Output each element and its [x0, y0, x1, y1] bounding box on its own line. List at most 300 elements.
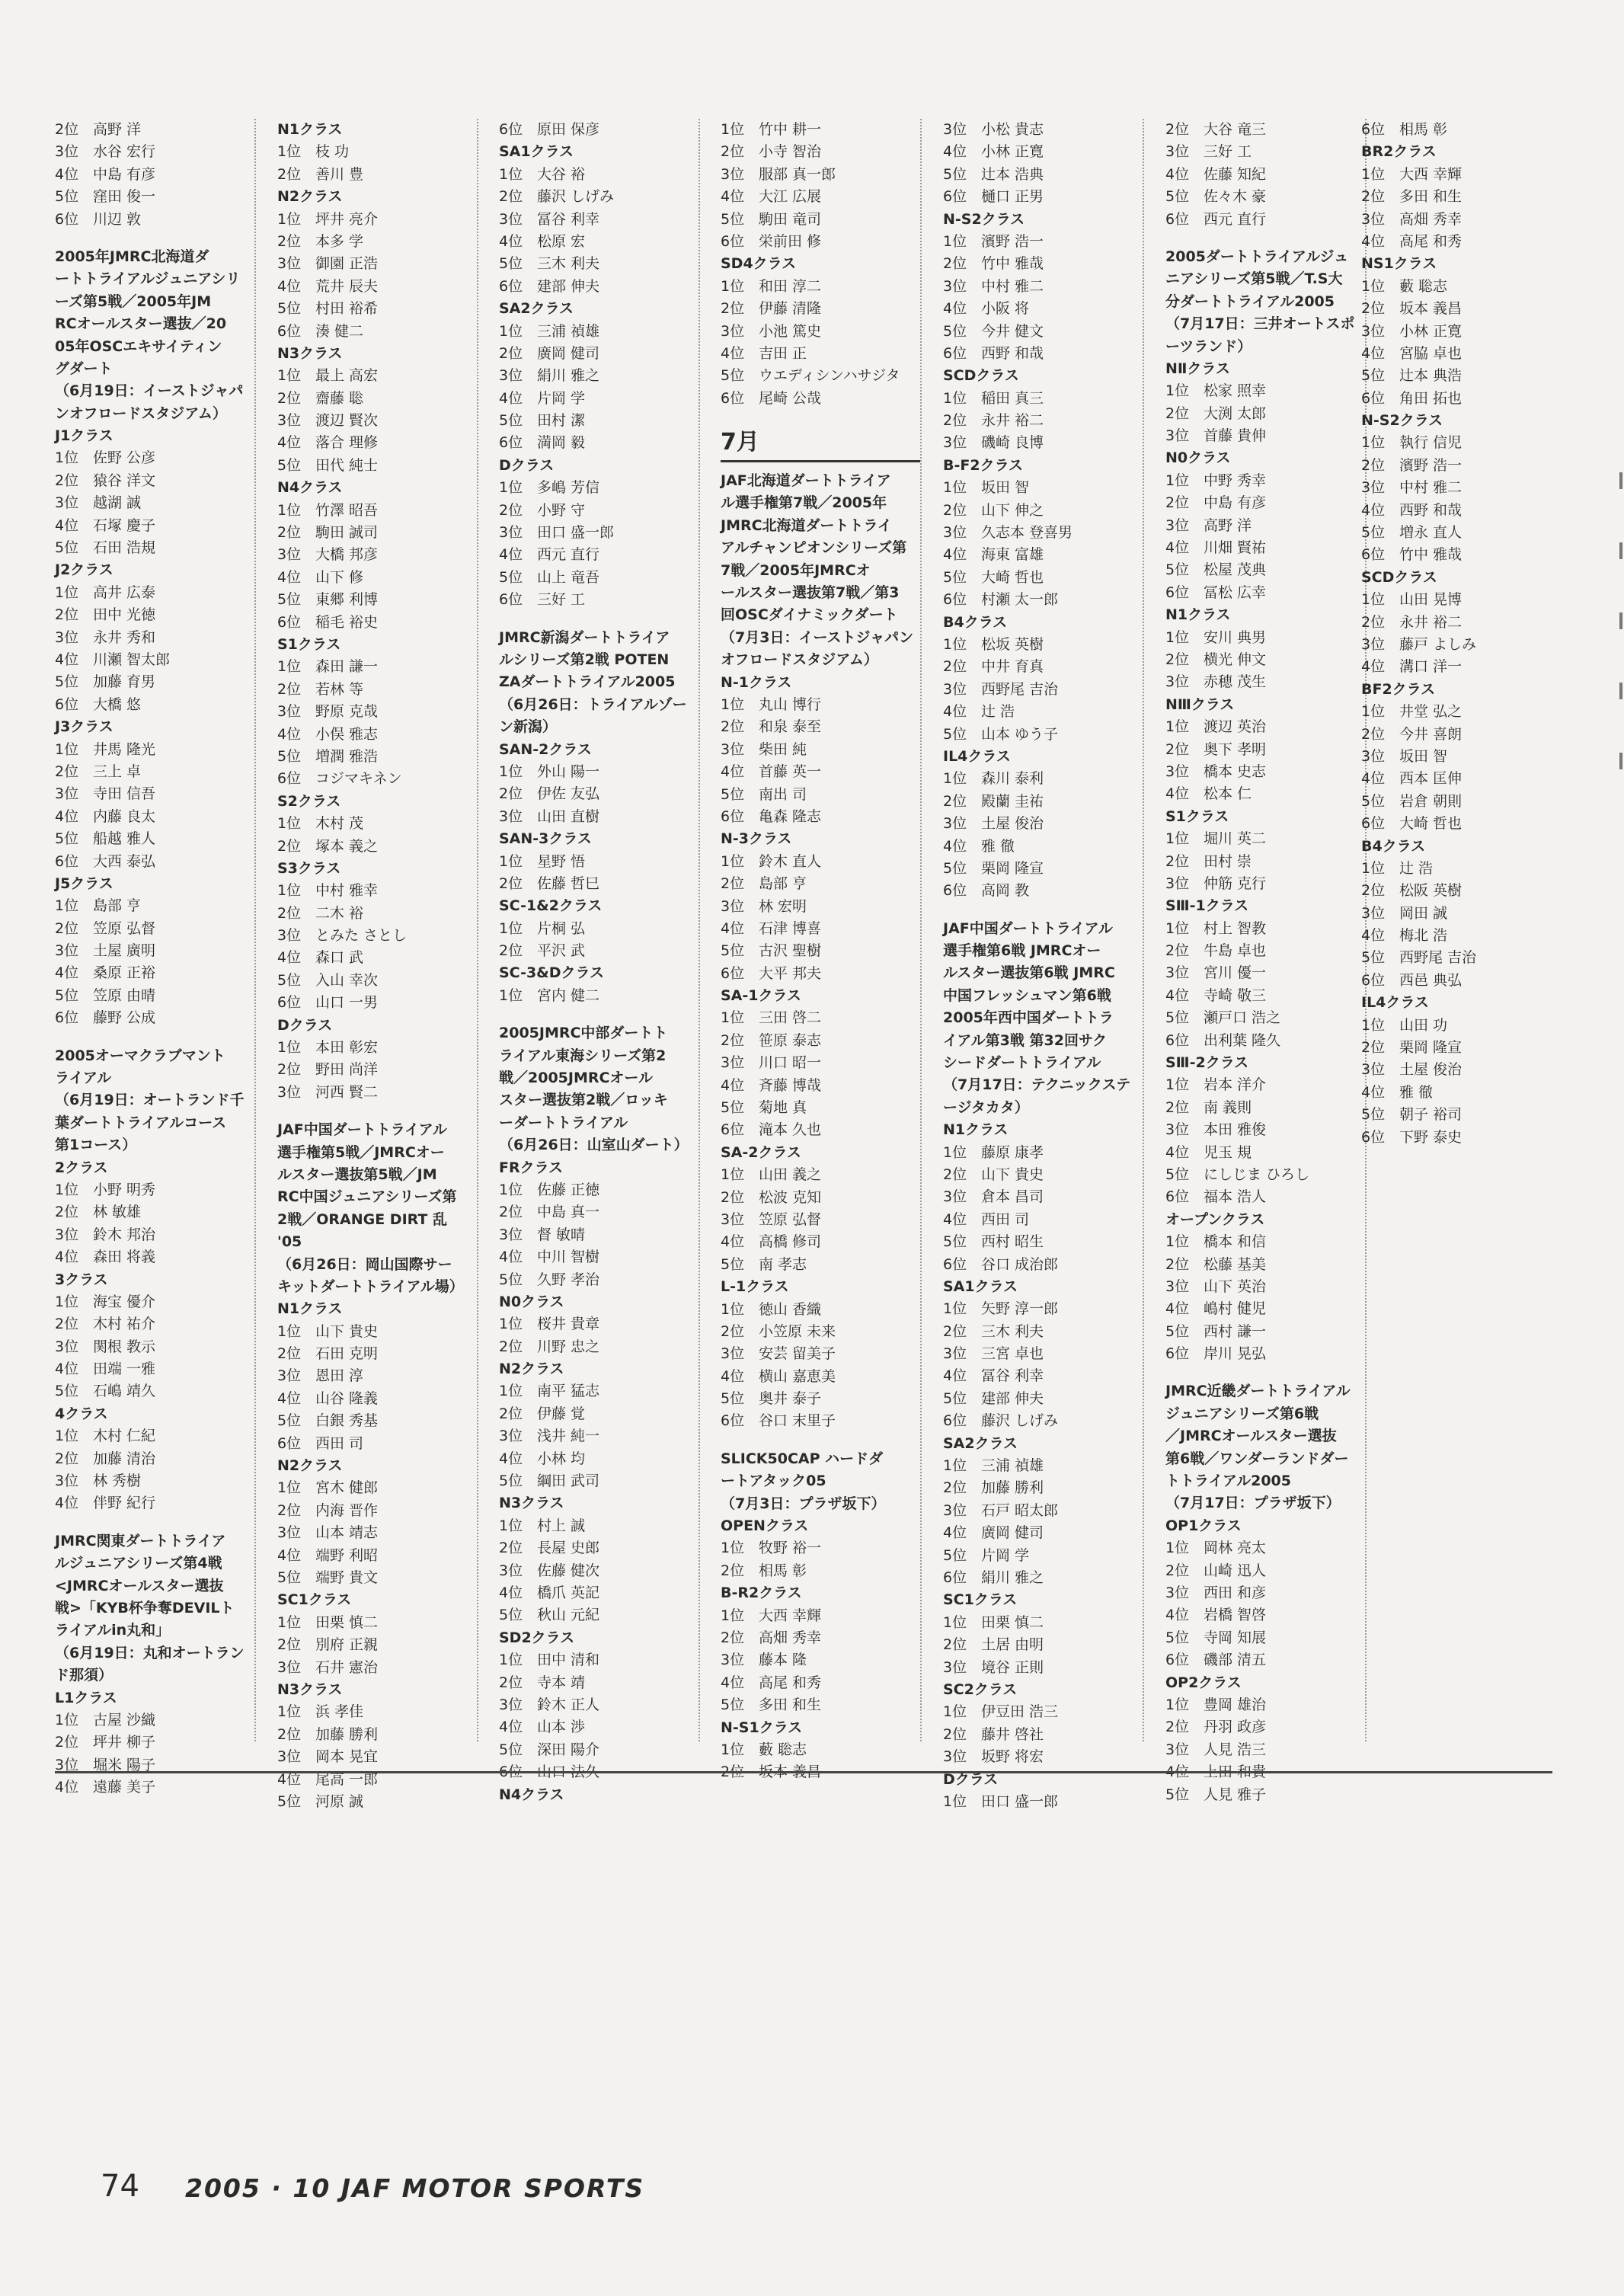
driver-name: 大崎 哲也	[981, 568, 1044, 586]
result-row	[277, 746, 477, 768]
result-position: 2位	[277, 165, 302, 183]
driver-name: 川辺 敦	[93, 210, 142, 228]
class-heading: SD4クラス	[721, 255, 797, 273]
driver-name: 鈴木 邦治	[93, 1226, 156, 1243]
driver-name: 鈴木 直人	[759, 852, 822, 870]
result-position: 6位	[721, 1121, 745, 1139]
result-row	[721, 1097, 920, 1119]
event-title-line: ン新潟）	[499, 718, 558, 736]
driver-name: 三田 啓二	[759, 1009, 822, 1027]
month-heading: 7月	[721, 425, 920, 462]
result-position: 2位	[55, 472, 79, 489]
driver-name: 相馬 彰	[1399, 121, 1448, 138]
class-heading: N1クラス	[1165, 606, 1231, 624]
driver-name: 山口 一男	[315, 994, 379, 1012]
driver-name: 石嶋 靖久	[93, 1383, 156, 1400]
result-row	[1165, 649, 1365, 671]
driver-name: 吉田 正	[759, 344, 807, 362]
result-row	[1361, 365, 1561, 387]
result-position: 3位	[721, 1210, 745, 1228]
result-position: 6位	[721, 389, 745, 407]
result-row	[943, 1791, 1143, 1813]
result-row	[1165, 716, 1365, 738]
result-position: 2位	[1165, 1255, 1190, 1273]
result-row	[943, 1455, 1143, 1477]
result-position: 2位	[277, 232, 302, 250]
result-position: 1位	[277, 210, 302, 228]
result-position: 2位	[499, 942, 523, 960]
driver-name: 寺岡 知展	[1204, 1629, 1267, 1646]
result-position: 1位	[499, 1652, 523, 1669]
result-row	[277, 1634, 477, 1656]
result-row	[277, 1477, 477, 1499]
class-heading: N4クラス	[499, 1786, 564, 1803]
result-row	[943, 1612, 1143, 1634]
result-position: 3位	[277, 1083, 302, 1101]
result-row	[499, 1224, 699, 1246]
driver-name: 赤穂 茂生	[1204, 673, 1267, 691]
result-position: 3位	[1165, 875, 1190, 892]
result-row	[277, 1657, 477, 1679]
event-title-line: （6月19日：イーストジャパ	[55, 382, 244, 400]
result-row	[943, 119, 1143, 141]
result-position: 3位	[1165, 1741, 1190, 1758]
result-row	[943, 1164, 1143, 1186]
result-position: 4位	[499, 389, 523, 407]
result-row	[721, 1649, 920, 1671]
result-position: 1位	[1165, 1540, 1190, 1557]
class-heading: N-S2クラス	[943, 210, 1025, 228]
class-heading: OP1クラス	[1165, 1517, 1242, 1534]
result-position: 3位	[55, 494, 79, 512]
result-row	[277, 1701, 477, 1723]
result-position: 5位	[277, 1569, 302, 1586]
class-heading: NⅢクラス	[1165, 696, 1235, 713]
class-heading: SC2クラス	[943, 1680, 1018, 1698]
result-position: 6位	[1361, 121, 1386, 138]
driver-name: 森田 将義	[93, 1249, 156, 1266]
class-heading: N2クラス	[499, 1361, 564, 1378]
result-row	[1165, 582, 1365, 604]
result-position: 2位	[943, 412, 967, 430]
result-row	[943, 1365, 1143, 1387]
driver-name: 雅 徹	[981, 837, 1015, 855]
result-position: 6位	[499, 1764, 523, 1781]
driver-name: 高岡 教	[981, 882, 1030, 900]
driver-name: 柴田 純	[759, 740, 807, 758]
driver-name: 豊岡 雄治	[1204, 1696, 1267, 1713]
driver-name: 山谷 隆義	[315, 1389, 379, 1407]
driver-name: 大崎 哲也	[1399, 815, 1463, 833]
result-position: 5位	[943, 1233, 967, 1251]
result-position: 5位	[1165, 561, 1190, 579]
driver-name: 村瀬 太一郎	[981, 591, 1059, 609]
result-position: 1位	[55, 1428, 79, 1445]
driver-name: 中島 有彦	[1204, 494, 1267, 512]
driver-name: 佐々木 豪	[1204, 188, 1267, 206]
driver-name: 伊藤 覚	[537, 1405, 586, 1422]
result-position: 3位	[1361, 210, 1386, 228]
result-position: 1位	[721, 1540, 745, 1557]
driver-name: 上田 和貴	[1204, 1764, 1267, 1781]
result-row	[1361, 298, 1561, 320]
result-position: 2位	[943, 792, 967, 810]
result-position: 3位	[499, 1696, 523, 1713]
result-position: 5位	[55, 1383, 79, 1400]
result-row	[55, 1224, 254, 1246]
driver-name: 三浦 禎雄	[537, 322, 600, 340]
driver-name: 伊豆田 浩三	[981, 1703, 1059, 1721]
result-position: 3位	[1165, 673, 1190, 691]
result-position: 1位	[721, 696, 745, 713]
result-position: 4位	[943, 1524, 967, 1542]
result-row	[721, 119, 920, 141]
driver-name: 渡辺 賢次	[315, 412, 379, 430]
driver-name: 駒田 誠司	[315, 524, 379, 542]
result-position: 4位	[1165, 165, 1190, 183]
event-title-line: グダート	[55, 360, 113, 377]
result-row	[1165, 470, 1365, 492]
result-position: 1位	[1165, 472, 1190, 489]
driver-name: 永井 秀和	[93, 628, 156, 646]
driver-name: 瀬戸口 浩之	[1204, 1009, 1281, 1027]
result-row	[55, 627, 254, 649]
result-position: 3位	[277, 412, 302, 430]
result-position: 4位	[1165, 1764, 1190, 1781]
result-position: 1位	[943, 479, 967, 497]
event-title-line: ド那須）	[55, 1667, 113, 1684]
driver-name: 海東 富雄	[981, 546, 1044, 564]
result-row	[943, 1746, 1143, 1768]
result-position: 1位	[499, 479, 523, 497]
event-title-line: トトライアル2005	[1165, 1473, 1291, 1490]
driver-name: 相馬 彰	[759, 1562, 807, 1579]
driver-name: 水谷 宏行	[93, 143, 156, 161]
driver-name: 多嶋 芳信	[537, 479, 600, 497]
result-position: 1位	[499, 1383, 523, 1400]
result-row	[499, 164, 699, 186]
driver-name: 山上 竜吾	[537, 568, 600, 586]
event-title-line: JAF中国ダートトライアル	[277, 1121, 447, 1139]
result-row	[721, 1231, 920, 1253]
result-position: 1位	[277, 658, 302, 676]
event-title-line: イアル第3戦 第32回サク	[943, 1031, 1108, 1049]
driver-name: 大谷 裕	[537, 165, 586, 183]
result-row	[943, 186, 1143, 208]
result-position: 1位	[55, 897, 79, 915]
result-row	[721, 940, 920, 962]
driver-name: 岩橋 智啓	[1204, 1607, 1267, 1624]
result-position: 4位	[721, 344, 745, 362]
result-position: 4位	[721, 1674, 745, 1691]
driver-name: 濱野 浩一	[1399, 456, 1463, 474]
result-position: 3位	[943, 121, 967, 138]
driver-name: 藤沢 しげみ	[537, 188, 615, 206]
result-row	[277, 1037, 477, 1059]
result-position: 5位	[1165, 188, 1190, 206]
result-position: 1位	[55, 449, 79, 467]
result-position: 1位	[943, 1703, 967, 1721]
driver-name: 村上 智教	[1204, 919, 1267, 937]
driver-name: 本田 雅俊	[1204, 1121, 1267, 1139]
result-position: 5位	[277, 747, 302, 765]
result-position: 5位	[277, 456, 302, 474]
result-row	[943, 343, 1143, 365]
driver-name: 田代 純士	[315, 456, 379, 474]
driver-name: 坂田 智	[981, 479, 1030, 497]
result-position: 6位	[721, 1412, 745, 1430]
class-heading: OPENクラス	[721, 1517, 809, 1535]
driver-name: 亀森 隆志	[759, 807, 822, 825]
result-row	[721, 963, 920, 985]
result-position: 2位	[943, 1166, 967, 1183]
event-title-line: JMRC関東ダートトライア	[55, 1532, 226, 1549]
driver-name: 高橋 修司	[759, 1233, 822, 1251]
result-row	[721, 276, 920, 298]
result-row	[499, 589, 699, 611]
result-row	[1361, 1104, 1561, 1126]
result-row	[277, 836, 477, 858]
result-position: 2位	[1361, 882, 1386, 900]
driver-name: 岡田 誠	[1399, 904, 1448, 922]
driver-name: 別府 正親	[315, 1636, 379, 1654]
result-row	[55, 895, 254, 917]
result-position: 4位	[499, 1450, 523, 1467]
driver-name: 藤原 康孝	[981, 1143, 1044, 1161]
driver-name: 藪 聡志	[1399, 277, 1448, 295]
result-row	[55, 962, 254, 984]
result-position: 3位	[1165, 763, 1190, 780]
result-position: 3位	[943, 277, 967, 295]
driver-name: 山崎 迅人	[1204, 1562, 1267, 1579]
result-position: 3位	[721, 1054, 745, 1072]
result-position: 5位	[1361, 949, 1386, 967]
result-row	[943, 1298, 1143, 1320]
class-heading: N2クラス	[277, 188, 343, 206]
result-row	[1361, 477, 1561, 499]
event-title-line: ジュニアシリーズ第6戦	[1165, 1405, 1319, 1422]
driver-name: 石井 憲治	[315, 1658, 379, 1676]
result-row	[943, 1500, 1143, 1522]
result-row	[499, 567, 699, 589]
result-row	[721, 388, 920, 410]
driver-name: 雅 徹	[1399, 1083, 1434, 1101]
driver-name: 山下 貴史	[315, 1322, 379, 1340]
driver-name: 木村 茂	[315, 815, 364, 833]
result-row	[1165, 492, 1365, 514]
driver-name: 鈴木 正人	[537, 1696, 600, 1713]
result-row	[277, 656, 477, 678]
driver-name: 南出 司	[759, 785, 807, 803]
result-row	[943, 634, 1143, 656]
driver-name: 塚本 義之	[315, 837, 379, 855]
result-position: 3位	[721, 165, 745, 183]
result-position: 3位	[1361, 747, 1386, 765]
result-position: 3位	[499, 1562, 523, 1579]
result-row	[1165, 1537, 1365, 1559]
class-heading: N3クラス	[499, 1495, 564, 1512]
result-position: 1位	[1361, 591, 1386, 609]
event-title-line: <JMRCオールスター選抜	[55, 1577, 224, 1594]
result-position: 1位	[943, 1613, 967, 1631]
driver-name: 坂本 義昌	[759, 1764, 822, 1781]
result-row	[721, 1388, 920, 1410]
result-position: 1位	[277, 1613, 302, 1631]
event-title-line: 戦>「KYB杯争奪DEVILト	[55, 1600, 235, 1616]
driver-name: 宮内 健二	[537, 987, 600, 1004]
result-position: 4位	[1165, 987, 1190, 1004]
driver-name: 本多 学	[315, 232, 364, 250]
driver-name: 多田 和生	[759, 1696, 822, 1714]
driver-name: 大西 幸輝	[759, 1607, 822, 1624]
driver-name: 久志本 登喜男	[981, 524, 1073, 542]
result-position: 4位	[1361, 770, 1386, 788]
driver-name: 奥下 孝明	[1204, 740, 1267, 758]
result-position: 6位	[1165, 1188, 1190, 1206]
result-row	[943, 1410, 1143, 1432]
result-position: 5位	[1165, 1166, 1190, 1183]
event-title-line: （6月26日：岡山国際サー	[277, 1255, 452, 1273]
driver-name: 松本 仁	[1204, 785, 1252, 803]
result-position: 5位	[499, 1607, 523, 1624]
driver-name: 福本 浩人	[1204, 1188, 1267, 1206]
section-gap	[277, 1104, 477, 1119]
class-heading: B4クラス	[943, 613, 1008, 631]
result-row	[943, 298, 1143, 320]
result-position: 5位	[499, 1473, 523, 1490]
driver-name: 伊藤 清隆	[759, 300, 822, 318]
result-position: 4位	[1165, 785, 1190, 803]
driver-name: 島部 亨	[759, 875, 807, 893]
result-row	[943, 522, 1143, 544]
result-row	[55, 918, 254, 940]
driver-name: 浜 孝佳	[315, 1703, 364, 1721]
result-row	[943, 858, 1143, 880]
driver-name: 横光 伸文	[1204, 651, 1267, 668]
class-heading: SCDクラス	[943, 367, 1019, 385]
event-title-line: ンオフロードスタジアム）	[55, 405, 227, 422]
class-heading: J1クラス	[55, 427, 113, 445]
driver-name: 西村 謙一	[1204, 1322, 1267, 1340]
result-row	[721, 1343, 920, 1365]
result-row	[499, 1201, 699, 1223]
result-row	[1361, 656, 1561, 678]
result-position: 2位	[277, 837, 302, 855]
driver-name: 西野尾 吉治	[981, 680, 1059, 698]
result-row	[277, 1343, 477, 1365]
result-row	[1165, 627, 1365, 649]
section-gap	[55, 1515, 254, 1530]
result-position: 2位	[499, 875, 523, 892]
result-row	[55, 186, 254, 208]
driver-name: 松家 照幸	[1204, 382, 1267, 400]
result-row	[499, 432, 699, 454]
driver-name: 内海 晋作	[315, 1501, 379, 1519]
driver-name: 山田 晃博	[1399, 591, 1463, 609]
result-row	[721, 1672, 920, 1694]
result-position: 5位	[1165, 1629, 1190, 1646]
result-position: 5位	[55, 188, 79, 206]
result-row	[277, 1321, 477, 1343]
result-position: 1位	[277, 367, 302, 385]
result-position: 1位	[721, 1009, 745, 1027]
driver-name: 督 敏晴	[537, 1226, 586, 1243]
result-row	[277, 1791, 477, 1813]
driver-name: 土居 由明	[981, 1636, 1044, 1654]
driver-name: 川野 忠之	[537, 1338, 600, 1355]
result-row	[1361, 724, 1561, 746]
results-column-7	[1361, 119, 1561, 1741]
driver-name: 島部 亨	[93, 897, 142, 915]
result-position: 2位	[277, 524, 302, 542]
result-position: 4位	[721, 1233, 745, 1251]
result-position: 3位	[943, 1188, 967, 1206]
driver-name: 石津 博喜	[759, 919, 822, 937]
result-row	[1165, 1716, 1365, 1738]
result-row	[1361, 813, 1561, 835]
driver-name: 松屋 茂典	[1204, 561, 1267, 579]
result-position: 4位	[721, 188, 745, 206]
driver-name: 古沢 聖樹	[759, 942, 822, 960]
result-row	[277, 970, 477, 992]
driver-name: 稲毛 裕史	[315, 613, 379, 631]
result-position: 4位	[499, 1249, 523, 1266]
result-row	[943, 276, 1143, 298]
result-row	[277, 1410, 477, 1432]
driver-name: 多田 和生	[1399, 188, 1463, 206]
class-heading: SA2クラス	[499, 300, 574, 318]
result-row	[1361, 276, 1561, 298]
result-row	[55, 761, 254, 783]
driver-name: 岡林 亮太	[1204, 1540, 1267, 1557]
driver-name: 土屋 俊治	[1399, 1061, 1463, 1079]
driver-name: 丹羽 政彦	[1204, 1719, 1267, 1736]
result-row	[943, 567, 1143, 589]
result-row	[1165, 783, 1365, 805]
result-position: 2位	[55, 1734, 79, 1751]
class-heading: NS1クラス	[1361, 255, 1437, 273]
section-gap	[721, 410, 920, 425]
result-position: 5位	[277, 591, 302, 609]
driver-name: 西田 司	[981, 1210, 1030, 1228]
driver-name: 西野尾 吉治	[1399, 949, 1477, 967]
driver-name: 中野 秀幸	[1204, 472, 1267, 489]
driver-name: 原田 保彦	[537, 121, 600, 138]
event-title-line: 選手権第6戦 JMRCオー	[943, 942, 1101, 960]
driver-name: 湊 健二	[315, 322, 364, 340]
driver-name: 松藤 基美	[1204, 1255, 1267, 1273]
result-row	[721, 1739, 920, 1761]
result-row	[1165, 1627, 1365, 1649]
result-position: 1位	[721, 1607, 745, 1624]
result-position: 5位	[499, 1271, 523, 1288]
result-position: 5位	[943, 1546, 967, 1564]
event-title-line: （7月17日：テクニックステ	[943, 1076, 1131, 1094]
result-row	[1165, 761, 1365, 783]
driver-name: 高野 洋	[93, 121, 142, 138]
result-position: 6位	[1361, 815, 1386, 833]
result-row	[1165, 164, 1365, 186]
result-position: 1位	[721, 1741, 745, 1758]
result-row	[1165, 985, 1365, 1007]
result-row	[55, 1380, 254, 1402]
event-title-line: 7戦／2005年JMRCオ	[721, 561, 871, 579]
result-position: 2位	[721, 1562, 745, 1579]
class-heading: SA-1クラス	[721, 987, 801, 1005]
result-position: 4位	[55, 1361, 79, 1378]
driver-name: 角田 拓也	[1399, 389, 1463, 407]
result-position: 2位	[277, 1636, 302, 1654]
